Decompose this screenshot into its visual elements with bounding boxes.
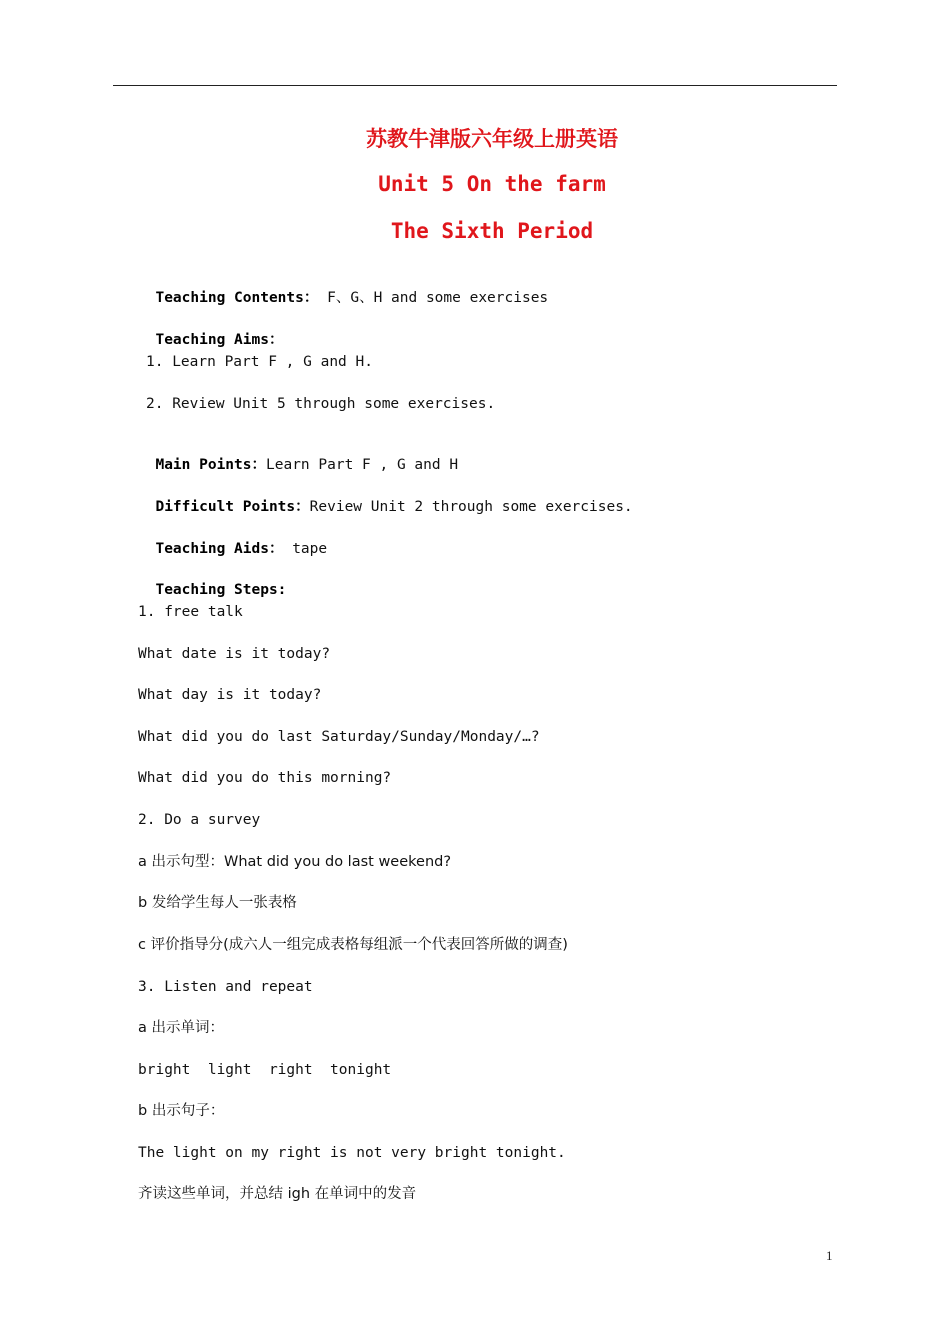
step-line: What date is it today? (138, 646, 331, 662)
main-points-value: Learn Part F , G and H (266, 457, 459, 473)
teaching-aims (138, 310, 283, 350)
page-number: 1 (826, 1248, 833, 1263)
main-points-label: Main Points： (155, 457, 266, 473)
step-line: 3. Listen and repeat (138, 979, 313, 995)
step-line: What did you do this morning? (138, 770, 392, 786)
period-title: The Sixth Period (390, 219, 594, 243)
step-line: c 评价指导分(成六人一组完成表格每组派一个代表回答所做的调查) (138, 937, 568, 953)
difficult-points-value: Review Unit 2 through some exercises. (309, 499, 633, 515)
difficult-points (138, 477, 633, 517)
header-rule (113, 85, 837, 86)
teaching-aids-value: tape (283, 541, 328, 557)
document-title-cn: 苏教牛津版六年级上册英语 (366, 127, 618, 151)
step-line: The light on my right is not very bright tonight. (138, 1145, 566, 1161)
step-line: 1. free talk (138, 604, 243, 620)
difficult-points-label: Difficult Points： (155, 499, 310, 515)
teaching-aids (138, 519, 327, 559)
teaching-steps-label: Teaching Steps: (155, 582, 287, 598)
main-points (138, 435, 458, 475)
step-line: What did you do last Saturday/Sunday/Monday/…? (138, 729, 540, 745)
step-line: b 发给学生每人一张表格 (138, 895, 297, 911)
teaching-steps (138, 560, 286, 600)
step-line: 2. Do a survey (138, 812, 261, 828)
step-line: bright light right tonight (138, 1062, 392, 1078)
teaching-aims-label: Teaching Aims： (155, 332, 284, 348)
step-line: a 出示单词： (138, 1020, 224, 1036)
step-line: b 出示句子： (138, 1103, 225, 1119)
teaching-aids-label: Teaching Aids： (155, 541, 284, 557)
teaching-contents (138, 268, 548, 308)
teaching-contents-value: F、G、H and some exercises (318, 290, 549, 306)
teaching-contents-label: Teaching Contents： (155, 290, 319, 306)
step-line: a 出示句型：What did you do last weekend? (138, 854, 452, 870)
unit-title: Unit 5 On the farm (378, 172, 606, 196)
aim-item: 2. Review Unit 5 through some exercises. (146, 396, 496, 412)
step-line: What day is it today? (138, 687, 322, 703)
aim-item: 1. Learn Part F , G and H. (146, 354, 373, 370)
step-line: 齐读这些单词，并总结 igh 在单词中的发音 (138, 1186, 417, 1202)
